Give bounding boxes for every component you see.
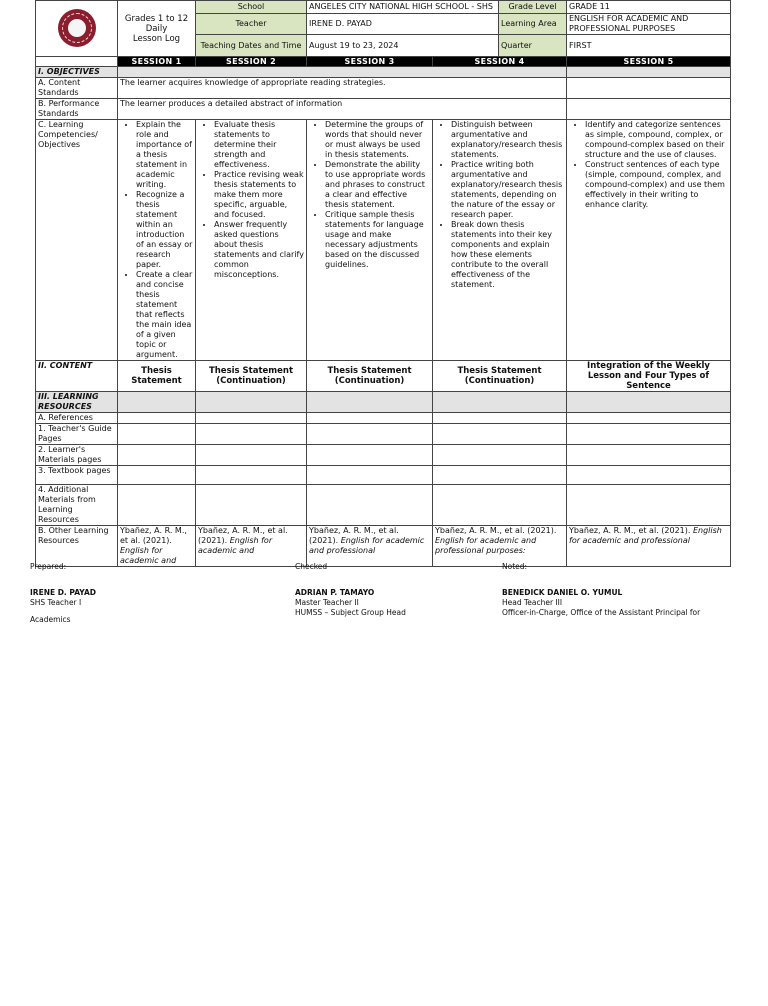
prepared-label: Prepared: <box>30 562 67 571</box>
session-header-blank <box>36 57 118 67</box>
session-2-competencies <box>196 120 307 361</box>
other-resources-label: B. Other Learning Resources <box>36 526 118 567</box>
competency-item: • Distinguish between argumentative and explanatory/research thesis statements. <box>451 120 564 160</box>
competency-item: • Recognize a thesis statement within an introduction of an essay or research paper. <box>136 190 193 270</box>
noted-title-1: Head Teacher III <box>502 598 563 607</box>
session-3-header: SESSION 3 <box>307 57 433 67</box>
prepared-title: SHS Teacher I <box>30 598 82 607</box>
session-1-topic: Thesis Statement <box>118 361 196 392</box>
prepared-block <box>30 562 96 625</box>
session-4-header: SESSION 4 <box>433 57 567 67</box>
learning-area-value: ENGLISH FOR ACADEMIC AND PROFESSIONAL PURPOSES <box>567 14 731 35</box>
performance-standards-text: The learner produces a detailed abstract of information <box>118 99 567 120</box>
competency-item: • Break down thesis statements into their key components and explain how these elements contribute to the overall effectiveness of the statement. <box>451 220 564 290</box>
quarter-label: Quarter <box>499 35 567 57</box>
session-5-competencies <box>567 120 731 361</box>
checked-name: ADRIAN P. TAMAYO <box>295 588 375 597</box>
checked-title-1: Master Teacher II <box>295 598 359 607</box>
session-5-reference: Ybañez, A. R. M., et al. (2021). English for academic and professional <box>567 526 731 567</box>
school-seal-icon <box>58 9 96 47</box>
form-title <box>118 1 196 57</box>
checked-block <box>295 562 406 618</box>
session-3-topic: Thesis Statement (Continuation) <box>307 361 433 392</box>
prepared-extra: Academics <box>30 615 71 624</box>
competency-item: • Practice revising weak thesis statements to make them more specific, arguable, and focused. <box>214 170 304 220</box>
grade-level-value: GRADE 11 <box>567 1 731 14</box>
additional-materials-label: 4. Additional Materials from Learning Resources <box>36 485 118 526</box>
textbook-pages-label: 3. Textbook pages <box>36 466 118 485</box>
session-4-topic: Thesis Statement (Continuation) <box>433 361 567 392</box>
learners-materials-label: 2. Learner's Materials pages <box>36 445 118 466</box>
noted-name: BENEDICK DANIEL O. YUMUL <box>502 588 623 597</box>
form-title-line-1: Grades 1 to 12 <box>124 13 189 24</box>
competency-item: • Practice writing both argumentative and explanatory/research thesis statements, depending on the nature of the essay or research paper. <box>451 160 564 220</box>
objectives-section-label: I. OBJECTIVES <box>36 67 118 78</box>
checked-label: Checked <box>295 562 328 571</box>
session-1-reference: Ybañez, A. R. M., et al. (2021). English for academic and <box>118 526 196 567</box>
session-4-competencies <box>433 120 567 361</box>
form-title-line-2: Daily <box>145 23 168 34</box>
competency-item: • Explain the role and importance of a thesis statement in academic writing. <box>136 120 193 190</box>
content-standards-label: A. Content Standards <box>36 78 118 99</box>
competency-item: • Answer frequently asked questions about thesis statements and clarify common misconceptions. <box>214 220 304 280</box>
competencies-label: C. Learning Competencies/ Objectives <box>36 120 118 361</box>
performance-standards-label: B. Performance Standards <box>36 99 118 120</box>
competency-item: • Identify and categorize sentences as simple, compound, complex, or compound-complex based on their structure and the use of clauses. <box>585 120 728 160</box>
competency-item: • Evaluate thesis statements to determine their strength and effectiveness. <box>214 120 304 170</box>
session-2-header: SESSION 2 <box>196 57 307 67</box>
session-5-header: SESSION 5 <box>567 57 731 67</box>
form-title-line-3: Lesson Log <box>132 33 181 44</box>
content-section-label: II. CONTENT <box>36 361 118 392</box>
resources-section-label: III. LEARNING RESOURCES <box>36 392 118 413</box>
checked-title-2: HUMSS – Subject Group Head <box>295 608 406 617</box>
competency-item: • Construct sentences of each type (simple, compound, complex, and compound-complex) and use them effectively in their writing to enhance clarity. <box>585 160 728 210</box>
dates-value: August 19 to 23, 2024 <box>307 35 499 57</box>
dates-label: Teaching Dates and Time <box>196 35 307 57</box>
teachers-guide-label: 1. Teacher's Guide Pages <box>36 424 118 445</box>
noted-block <box>502 562 700 618</box>
session-2-topic: Thesis Statement (Continuation) <box>196 361 307 392</box>
session-2-reference: Ybañez, A. R. M., et al. (2021). English for academic and <box>196 526 307 567</box>
grade-level-label: Grade Level <box>499 1 567 14</box>
daily-lesson-log-table <box>35 0 731 567</box>
noted-title-2: Officer-in-Charge, Office of the Assistant Principal for <box>502 608 701 617</box>
session-4-reference: Ybañez, A. R. M., et al. (2021). English for academic and professional purposes: <box>433 526 567 567</box>
competency-item: • Demonstrate the ability to use appropriate words and phrases to construct a clear and effective thesis statement. <box>325 160 430 210</box>
content-standards-text: The learner acquires knowledge of appropriate reading strategies. <box>118 78 567 99</box>
school-value: ANGELES CITY NATIONAL HIGH SCHOOL - SHS <box>307 1 499 14</box>
session-3-competencies <box>307 120 433 361</box>
session-5-topic: Integration of the Weekly Lesson and Four Types of Sentence <box>567 361 731 392</box>
session-3-reference: Ybañez, A. R. M., et al. (2021). English for academic and professional <box>307 526 433 567</box>
references-label: A. References <box>36 413 118 424</box>
competency-item: • Determine the groups of words that should never or must always be used in thesis statements. <box>325 120 430 160</box>
learning-area-label: Learning Area <box>499 14 567 35</box>
school-label: School <box>196 1 307 14</box>
prepared-name: IRENE D. PAYAD <box>30 588 97 597</box>
teacher-label: Teacher <box>196 14 307 35</box>
school-logo-cell <box>36 1 118 57</box>
competency-item: • Create a clear and concise thesis statement that reflects the main idea of a given topic or argument. <box>136 270 193 360</box>
session-1-competencies <box>118 120 196 361</box>
noted-label: Noted: <box>502 562 528 571</box>
session-1-header: SESSION 1 <box>118 57 196 67</box>
quarter-value: FIRST <box>567 35 731 57</box>
competency-item: • Critique sample thesis statements for language usage and make necessary adjustments based on the discussed guidelines. <box>325 210 430 270</box>
teacher-value: IRENE D. PAYAD <box>307 14 499 35</box>
